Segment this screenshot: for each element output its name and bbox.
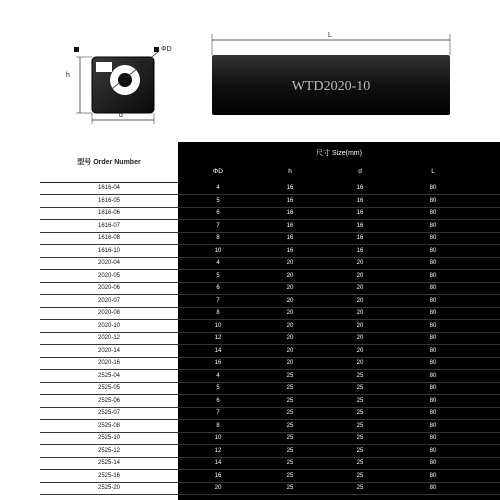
cell-l: 80	[429, 460, 437, 466]
cell-l: 80	[429, 310, 437, 316]
cell-l: 80	[429, 210, 437, 216]
cell-h: 20	[286, 285, 294, 291]
order-code: 2525-08	[40, 420, 178, 433]
cell-d: 16	[356, 222, 364, 229]
cell-l: 80	[429, 410, 437, 416]
order-code: 2020-10	[40, 320, 178, 333]
cell-d: 25	[356, 460, 364, 466]
cell-h: 25	[286, 460, 294, 466]
spec-table	[40, 142, 500, 500]
table-body	[40, 182, 500, 495]
cell-h: 25	[286, 485, 294, 491]
size-header: 尺寸 Size(mm)	[316, 150, 362, 157]
table-row	[40, 482, 500, 495]
cell-l: 80	[429, 235, 437, 241]
table-row	[40, 245, 500, 258]
cell-h: 20	[286, 297, 294, 304]
cell-phi-d: 12	[214, 447, 222, 454]
cell-phi-d: 4	[216, 260, 220, 266]
cell-d: 25	[356, 447, 364, 454]
h-label: h	[66, 72, 70, 79]
cell-phi-d: 6	[216, 397, 220, 404]
cell-h: 25	[286, 397, 294, 404]
cell-phi-d: 7	[216, 410, 220, 416]
d-label: d	[119, 112, 123, 119]
cell-d: 20	[356, 310, 364, 316]
table-row	[40, 382, 500, 395]
cell-h: 16	[286, 185, 294, 191]
table-row	[40, 445, 500, 458]
cell-h: 16	[286, 222, 294, 229]
cell-d: 20	[356, 335, 364, 341]
order-code: 2020-06	[40, 282, 178, 295]
order-code: 1616-08	[40, 232, 178, 245]
cell-h: 25	[286, 372, 294, 379]
cell-h: 16	[286, 247, 294, 254]
order-code: 2020-12	[40, 332, 178, 345]
order-code: 2525-12	[40, 445, 178, 458]
table-row	[40, 320, 500, 333]
table-row	[40, 282, 500, 295]
cell-d: 20	[356, 297, 364, 304]
order-code: 1616-06	[40, 207, 178, 220]
table-row	[40, 395, 500, 408]
cell-phi-d: 12	[214, 335, 222, 341]
order-code: 2525-10	[40, 432, 178, 445]
cell-phi-d: 5	[216, 197, 220, 204]
cell-l: 80	[429, 260, 437, 266]
col-header-d: d	[358, 168, 362, 175]
order-code: 2525-04	[40, 370, 178, 383]
cell-phi-d: 7	[216, 297, 220, 304]
cell-phi-d: 6	[216, 285, 220, 291]
table-row	[40, 407, 500, 420]
cell-phi-d: 10	[214, 247, 222, 254]
cell-phi-d: 4	[216, 372, 220, 379]
table-row	[40, 470, 500, 483]
table-row	[40, 345, 500, 358]
cell-d: 20	[356, 347, 364, 354]
cell-l: 80	[429, 472, 437, 479]
marker-icon	[154, 47, 159, 52]
cell-phi-d: 20	[214, 485, 222, 491]
cell-h: 16	[286, 197, 294, 204]
order-code: 1616-04	[40, 182, 178, 195]
order-code: 2020-05	[40, 270, 178, 283]
order-code: 2020-07	[40, 295, 178, 308]
cell-d: 25	[356, 435, 364, 441]
cell-phi-d: 5	[216, 385, 220, 391]
cell-d: 16	[356, 235, 364, 241]
cell-phi-d: 7	[216, 222, 220, 229]
col-header-l: L	[431, 168, 435, 175]
cell-d: 16	[356, 185, 364, 191]
cell-d: 20	[356, 260, 364, 266]
cell-phi-d: 14	[214, 347, 222, 354]
table-row	[40, 432, 500, 445]
column-headers	[178, 168, 500, 182]
cell-d: 20	[356, 272, 364, 279]
cell-l: 80	[429, 247, 437, 254]
cell-h: 20	[286, 310, 294, 316]
end-view	[92, 57, 154, 113]
order-code: 2020-04	[40, 257, 178, 270]
order-code: 1616-10	[40, 245, 178, 258]
cell-h: 25	[286, 447, 294, 454]
cell-h: 20	[286, 272, 294, 279]
table-row	[40, 182, 500, 195]
cell-d: 20	[356, 360, 364, 366]
cell-d: 25	[356, 410, 364, 416]
cell-l: 80	[429, 360, 437, 366]
cell-l: 80	[429, 435, 437, 441]
cell-l: 80	[429, 297, 437, 304]
cell-h: 20	[286, 260, 294, 266]
l-label: L	[328, 32, 332, 39]
table-row	[40, 420, 500, 433]
cell-d: 25	[356, 397, 364, 404]
cell-l: 80	[429, 385, 437, 391]
cell-h: 16	[286, 210, 294, 216]
cell-phi-d: 4	[216, 185, 220, 191]
cell-phi-d: 6	[216, 210, 220, 216]
cell-l: 80	[429, 397, 437, 404]
cell-h: 25	[286, 472, 294, 479]
order-code: 2525-14	[40, 457, 178, 470]
cell-phi-d: 5	[216, 272, 220, 279]
cell-l: 80	[429, 347, 437, 354]
cell-phi-d: 10	[214, 435, 222, 441]
table-row	[40, 307, 500, 320]
cell-l: 80	[429, 285, 437, 291]
table-row	[40, 270, 500, 283]
order-number-header: 型号 Order Number	[40, 142, 178, 183]
order-code: 2525-20	[40, 482, 178, 495]
cell-d: 25	[356, 372, 364, 379]
cell-l: 80	[429, 197, 437, 204]
cell-phi-d: 16	[214, 472, 222, 479]
cell-h: 25	[286, 385, 294, 391]
technical-drawing	[0, 0, 500, 140]
order-code: 1616-07	[40, 220, 178, 233]
cell-phi-d: 10	[214, 322, 222, 329]
cell-l: 80	[429, 335, 437, 341]
cell-phi-d: 8	[216, 235, 220, 241]
cell-h: 16	[286, 235, 294, 241]
cell-l: 80	[429, 372, 437, 379]
cell-d: 20	[356, 322, 364, 329]
cell-phi-d: 16	[214, 360, 222, 366]
cell-l: 80	[429, 322, 437, 329]
phi-d-label: ΦD	[161, 46, 172, 53]
table-row	[40, 332, 500, 345]
order-code: 2020-14	[40, 345, 178, 358]
cell-h: 20	[286, 322, 294, 329]
row-divider	[178, 494, 500, 495]
cell-l: 80	[429, 422, 437, 429]
cell-phi-d: 8	[216, 422, 220, 429]
cell-phi-d: 8	[216, 310, 220, 316]
table-row	[40, 295, 500, 308]
cell-h: 25	[286, 422, 294, 429]
cell-d: 16	[356, 197, 364, 204]
cell-d: 16	[356, 210, 364, 216]
cell-l: 80	[429, 447, 437, 454]
col-header-phi-d: ΦD	[213, 168, 223, 175]
cell-h: 20	[286, 347, 294, 354]
table-row	[40, 232, 500, 245]
holder-engraving: WTD2020-10	[291, 79, 371, 94]
order-code: 2525-16	[40, 470, 178, 483]
cell-l: 80	[429, 185, 437, 191]
table-row	[40, 220, 500, 233]
cell-h: 20	[286, 360, 294, 366]
cell-h: 25	[286, 435, 294, 441]
order-code: 2020-08	[40, 307, 178, 320]
table-row	[40, 357, 500, 370]
table-row	[40, 207, 500, 220]
cell-l: 80	[429, 222, 437, 229]
cell-phi-d: 14	[214, 460, 222, 466]
table-row	[40, 257, 500, 270]
cell-d: 16	[356, 247, 364, 254]
cell-d: 25	[356, 385, 364, 391]
table-row	[40, 195, 500, 208]
cell-h: 20	[286, 335, 294, 341]
col-header-h: h	[288, 168, 292, 175]
order-code: 2525-07	[40, 407, 178, 420]
order-code: 1616-05	[40, 195, 178, 208]
cell-d: 25	[356, 422, 364, 429]
table-row	[40, 457, 500, 470]
cell-l: 80	[429, 485, 437, 491]
order-code: 2525-05	[40, 382, 178, 395]
order-code: 2525-06	[40, 395, 178, 408]
order-code: 2020-16	[40, 357, 178, 370]
cell-d: 25	[356, 485, 364, 491]
marker-icon	[74, 47, 79, 52]
cell-h: 25	[286, 410, 294, 416]
cell-d: 20	[356, 285, 364, 291]
table-row	[40, 370, 500, 383]
cell-d: 25	[356, 472, 364, 479]
cell-l: 80	[429, 272, 437, 279]
